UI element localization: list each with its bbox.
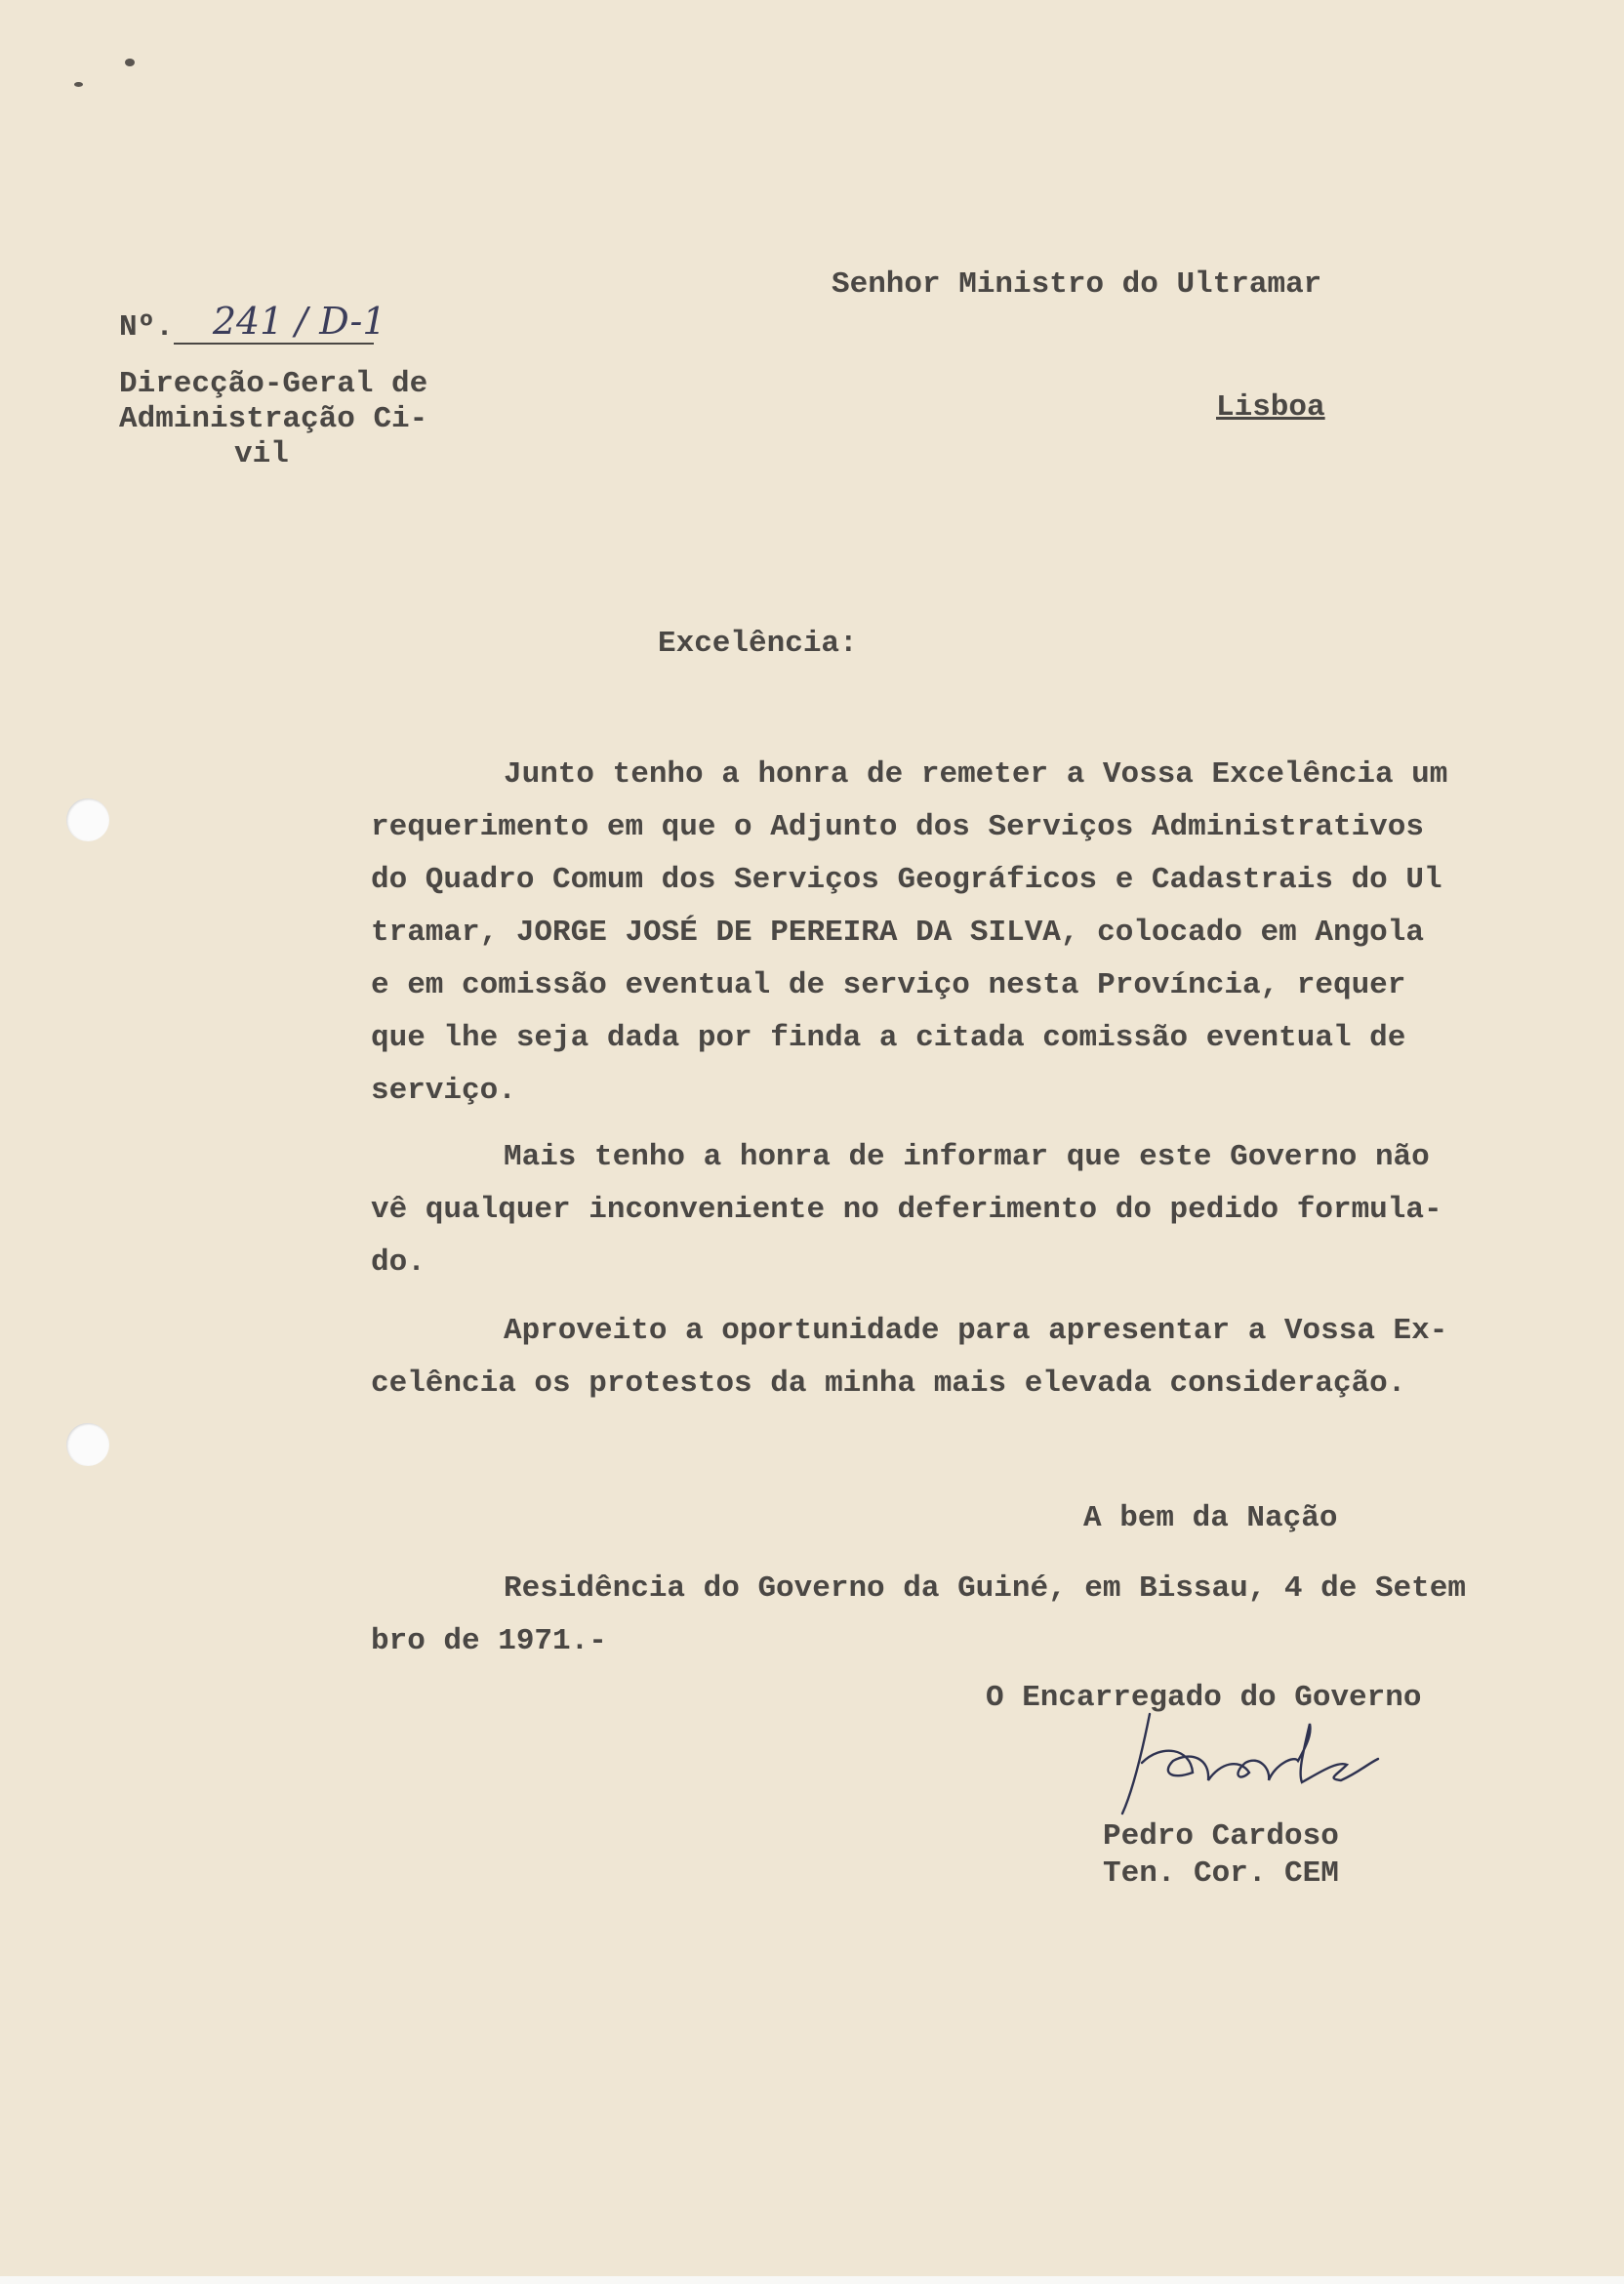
ink-mark [74,82,83,87]
ink-mark [125,59,135,66]
paragraph-1-line: tramar, JORGE JOSÉ DE PEREIRA DA SILVA, colocado em Angola [371,916,1424,950]
paragraph-1-line: requerimento em que o Adjunto dos Serviços Administrativos [371,810,1424,844]
addressee: Senhor Ministro do Ultramar [832,267,1322,302]
scan-bottom-edge [0,2276,1624,2284]
paragraph-1-line: serviço. [371,1074,516,1108]
department-line-2: Administração Ci- [119,402,428,436]
reference-prefix: Nº. [119,310,174,345]
paragraph-1-line: Junto tenho a honra de remeter a Vossa Excelência um [504,757,1448,792]
department-line-3: vil [234,437,289,471]
paragraph-2-line: do. [371,1245,426,1280]
reference-number-handwritten: 241 / D-1 [212,300,386,343]
paragraph-1-line: que lhe seja dada por finda a citada comissão eventual de [371,1021,1406,1055]
punch-hole-top [66,798,109,841]
signer-name: Pedro Cardoso [1103,1819,1339,1854]
paragraph-1-line: e em comissão eventual de serviço nesta Província, requer [371,968,1406,1002]
signer-rank: Ten. Cor. CEM [1103,1856,1339,1891]
paragraph-1-line: do Quadro Comum dos Serviços Geográficos e Cadastrais do Ul [371,863,1442,897]
paragraph-2-line: vê qualquer inconveniente no deferimento do pedido formula- [371,1193,1442,1227]
place-date-line-1: Residência do Governo da Guiné, em Bissau, 4 de Setem [504,1571,1466,1606]
salutation: Excelência: [658,627,858,661]
paragraph-2-line: Mais tenho a honra de informar que este Governo não [504,1140,1430,1174]
place-date-line-2: bro de 1971.- [371,1624,607,1658]
punch-hole-bottom [66,1423,109,1466]
paragraph-3-line: celência os protestos da minha mais elevada consideração. [371,1366,1406,1401]
addressee-city: Lisboa [1216,390,1325,425]
signer-role: O Encarregado do Governo [986,1681,1422,1715]
reference-number [119,300,386,345]
closing-motto: A bem da Nação [1083,1501,1338,1535]
department-line-1: Direcção-Geral de [119,367,428,401]
handwritten-signature [1103,1704,1386,1821]
paragraph-3-line: Aproveito a oportunidade para apresentar a Vossa Ex- [504,1314,1448,1348]
